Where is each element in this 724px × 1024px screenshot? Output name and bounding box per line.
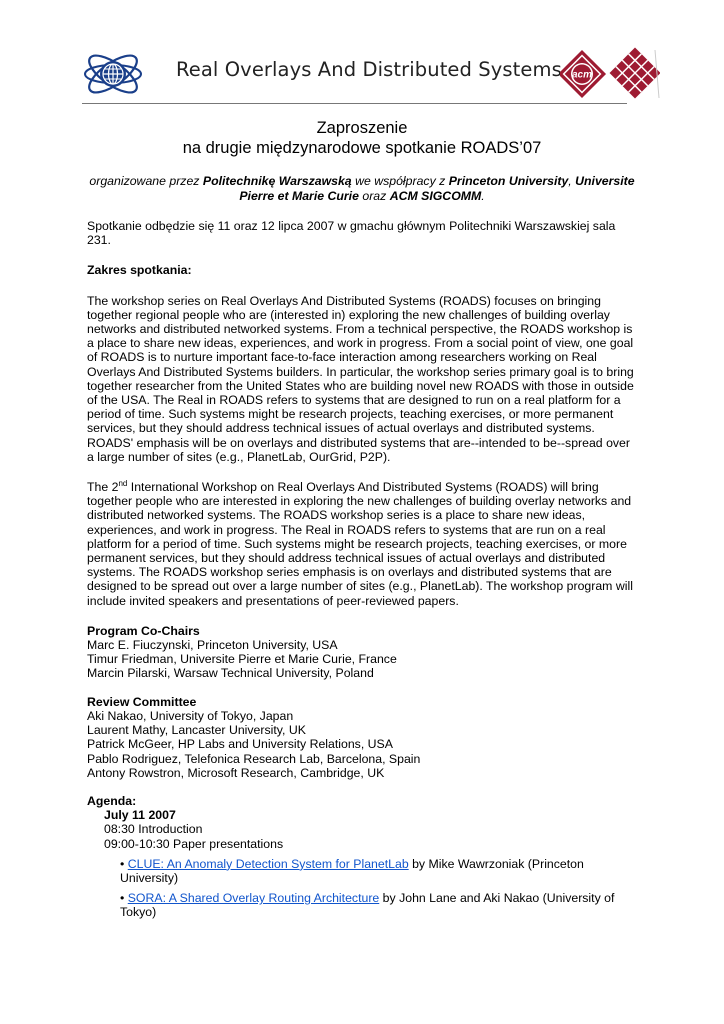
talk-authors: by John Lane and Aki Nakao (University of Tokyo) xyxy=(120,891,615,920)
agenda-slot: 09:00-10:30 Paper presentations xyxy=(104,836,284,851)
header-title: Real Overlays And Distributed Systems xyxy=(176,58,562,81)
talk-authors: by Mike Wawrzoniak (Princeton University) xyxy=(120,856,584,885)
agenda-section xyxy=(87,794,637,920)
program-chairs-section xyxy=(87,624,637,681)
committee-member: Aki Nakao, University of Tokyo, Japan xyxy=(87,708,294,723)
organizers-text: oraz xyxy=(358,188,390,203)
organizer-princeton: Princeton University xyxy=(448,174,569,188)
agenda-day: July 11 2007 xyxy=(104,808,176,823)
organizers-text: , xyxy=(568,174,576,188)
agenda-talk-item xyxy=(87,857,637,885)
talk-link-clue[interactable]: CLUE: An Anomaly Detection System for PlanetLab xyxy=(127,856,409,871)
organizer-upmc: Universite Pierre et Marie Curie xyxy=(239,174,635,203)
chair-member: Marcin Pilarski, Warsaw Technical University, Poland xyxy=(87,666,374,681)
scope-heading: Zakres spotkania: xyxy=(87,263,192,278)
paragraph-text: International Workshop on Real Overlays And Distributed Systems (ROADS) will bring together people who are interested in exploring the new challenges of building overlay networks and distributed networked systems. The ROADS workshop series is a place to share new ideas, experiences, and work in progress. The Real in ROADS refers to systems that are run on a real platform for a period of time. Such systems might be research projects, teaching exercises, or more permanent services, but they should address technical issues of actual overlays and distributed systems. The ROADS workshop series emphasis is on overlays and distributed systems that are designed to be spread out over a large number of sites (e.g., PlanetLab). The workshop program will include invited speakers and presentations of peer-reviewed papers. xyxy=(87,480,633,608)
acm-sigcomm-logo-icon xyxy=(560,46,660,102)
invitation-subtitle: na drugie międzynarodowe spotkanie ROADS’07 xyxy=(182,139,542,157)
program-chairs-heading: Program Co-Chairs xyxy=(87,623,200,638)
paragraph-roads-intro: The workshop series on Real Overlays And Distributed Systems (ROADS) focuses on bringing together regional people who are (interested in) exploring the new challenges of building overlay networks and distributed networked systems. From a technical perspective, the ROADS workshop is a place to share new ideas, experiences, and work in progress. From a social point of view, one goal of ROADS is to nurture important face-to-face interaction among researchers working on Real Overlays And Distributed Systems builders. In particular, the workshop series primary goal is to bring together researcher from the United States who are building novel new ROADS with those in outside of the USA. The Real in ROADS refers to systems that are designed to run on a real platform for a period of time. Such systems might be research projects, teaching exercises, or more permanent services, but they should address technical issues of actual overlays and distributed systems. ROADS' emphasis will be on overlays and distributed systems that are--intended to be--spread over a large number of sites (e.g., PlanetLab, OurGrid, P2P). xyxy=(87,293,634,464)
bullet-icon: • xyxy=(120,856,125,871)
organizers-line xyxy=(87,174,637,203)
chair-member: Marc E. Fiuczynski, Princeton University, USA xyxy=(87,638,338,653)
committee-member: Patrick McGeer, HP Labs and University Relations, USA xyxy=(87,737,393,752)
document-header xyxy=(82,42,660,104)
paragraph-second-workshop xyxy=(87,480,637,608)
organizers-text: organizowane przez xyxy=(89,174,203,188)
ordinal-superscript: nd xyxy=(118,479,128,489)
organizer-acm: ACM SIGCOMM xyxy=(389,188,482,203)
agenda-slot: 08:30 Introduction xyxy=(104,822,203,837)
talk-link-sora[interactable]: SORA: A Shared Overlay Routing Architecture xyxy=(127,891,380,906)
committee-member: Laurent Mathy, Lancaster University, UK xyxy=(87,723,306,738)
chair-member: Timur Friedman, Universite Pierre et Marie Curie, France xyxy=(87,652,397,667)
review-committee-section xyxy=(87,695,637,780)
review-committee-heading: Review Committee xyxy=(87,694,197,709)
globe-logo-icon xyxy=(82,46,144,102)
committee-member: Pablo Rodriguez, Telefonica Research Lab, Barcelona, Spain xyxy=(87,751,421,766)
agenda-heading: Agenda: xyxy=(87,793,137,808)
bullet-icon: • xyxy=(120,891,125,906)
document-body xyxy=(87,118,637,920)
paragraph-text: The 2 xyxy=(87,480,119,495)
agenda-talk-item xyxy=(87,891,637,919)
organizers-text: we współpracy z xyxy=(351,174,449,188)
organizers-text: . xyxy=(481,188,485,203)
meeting-info: Spotkanie odbędzie się 11 oraz 12 lipca 2007 w gmachu głównym Politechniki Warszawskiej sala 231. xyxy=(87,219,616,248)
header-divider xyxy=(82,103,627,104)
committee-member: Antony Rowstron, Microsoft Research, Cambridge, UK xyxy=(87,765,385,780)
organizer-warsaw: Politechnikę Warszawską xyxy=(202,174,352,188)
invitation-title: Zaproszenie xyxy=(316,119,408,137)
acm-logo-text: acm xyxy=(571,69,593,81)
